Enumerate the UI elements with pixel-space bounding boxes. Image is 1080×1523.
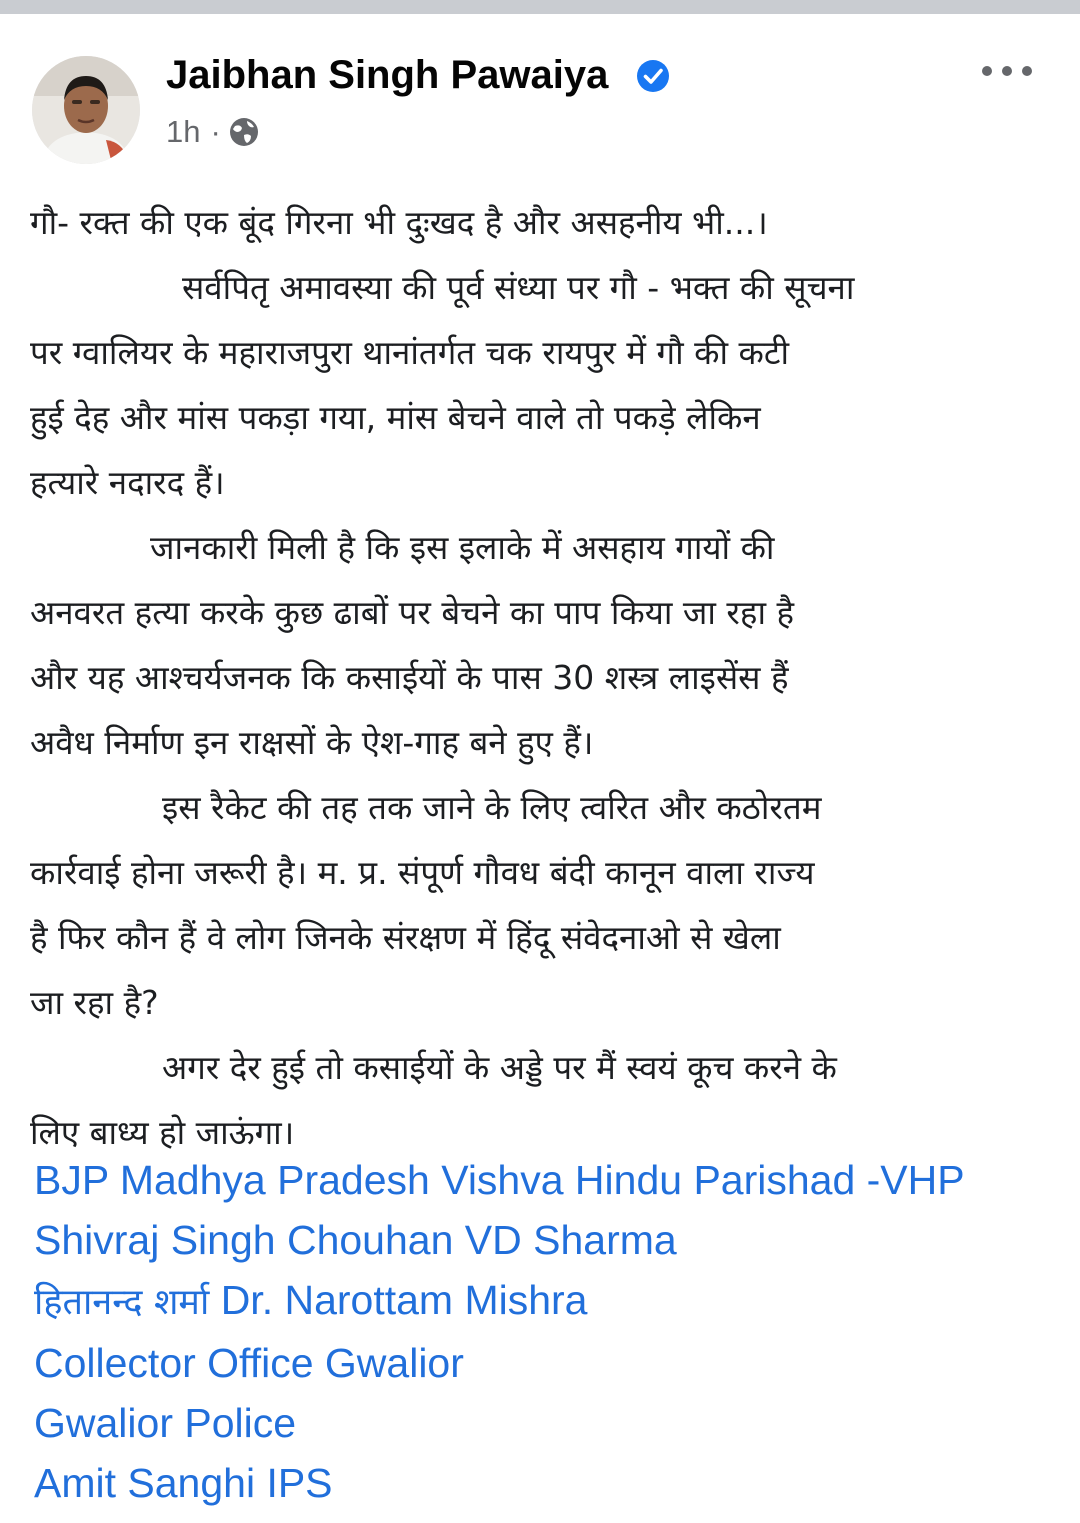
- tag-narottam-mishra[interactable]: Dr. Narottam Mishra: [220, 1277, 588, 1323]
- post-line: हुई देह और मांस पकड़ा गया, मांस बेचने वाले तो पकड़े लेकिन: [30, 398, 761, 437]
- meta-separator: ·: [210, 114, 221, 149]
- tag-row: [34, 1210, 1044, 1270]
- tagged-pages: [34, 1150, 1044, 1513]
- author-name[interactable]: Jaibhan Singh Pawaiya: [166, 53, 609, 97]
- post-line: पर ग्वालियर के महाराजपुरा थानांतर्गत चक रायपुर में गौ की कटी: [30, 333, 790, 372]
- post-meta: [166, 110, 259, 154]
- post-text: [30, 190, 1050, 1165]
- tag-vd-sharma[interactable]: VD Sharma: [464, 1217, 677, 1263]
- post-line: कार्रवाई होना जरूरी है। म. प्र. संपूर्ण गौवध बंदी कानून वाला राज्य: [30, 853, 815, 892]
- tag-collector-office-gwalior[interactable]: Collector Office Gwalior: [34, 1340, 464, 1386]
- post-line: सर्वपितृ अमावस्या की पूर्व संध्या पर गौ - भक्त की सूचना: [182, 268, 855, 307]
- tag-gwalior-police[interactable]: Gwalior Police: [34, 1400, 297, 1446]
- post-line: जा रहा है?: [30, 983, 159, 1022]
- tag-row: [34, 1453, 1044, 1513]
- tag-row: [34, 1393, 1044, 1453]
- globe-icon[interactable]: [229, 117, 259, 147]
- post-line: अवैध निर्माण इन राक्षसों के ऐश-गाह बने हुए हैं।: [30, 723, 594, 762]
- more-dot: [982, 66, 992, 76]
- tag-shivraj-singh-chouhan[interactable]: Shivraj Singh Chouhan: [34, 1217, 454, 1263]
- post-timestamp[interactable]: 1h: [166, 114, 201, 149]
- more-dot: [1002, 66, 1012, 76]
- post-line: अगर देर हुई तो कसाईयों के अड्डे पर मैं स्वयं कूच करने के: [162, 1048, 837, 1087]
- verified-badge-icon: [636, 59, 670, 93]
- tag-row: [34, 1270, 1044, 1333]
- tag-amit-sanghi-ips[interactable]: Amit Sanghi IPS: [34, 1460, 333, 1506]
- top-divider: [0, 0, 1080, 14]
- post-line: गौ- रक्त की एक बूंद गिरना भी दुःखद है और असहनीय भी...।: [30, 203, 768, 242]
- tag-vishva-hindu-parishad[interactable]: Vishva Hindu Parishad -VHP: [441, 1157, 965, 1203]
- tag-row: [34, 1150, 1044, 1210]
- tag-row: [34, 1333, 1044, 1393]
- tag-bjp-madhya-pradesh[interactable]: BJP Madhya Pradesh: [34, 1157, 430, 1203]
- post-line: इस रैकेट की तह तक जाने के लिए त्वरित और कठोरतम: [162, 788, 822, 827]
- post-line: और यह आश्चर्यजनक कि कसाईयों के पास 30 शस्त्र लाइसेंस हैं: [30, 658, 789, 697]
- author-avatar[interactable]: [32, 56, 140, 164]
- post-line: जानकारी मिली है कि इस इलाके में असहाय गायों की: [150, 528, 775, 567]
- more-options-icon[interactable]: [982, 56, 1032, 86]
- more-dot: [1022, 66, 1032, 76]
- post-line: हत्यारे नदारद हैं।: [30, 463, 225, 502]
- post-line: अनवरत हत्या करके कुछ ढाबों पर बेचने का पाप किया जा रहा है: [30, 593, 794, 632]
- post-line: है फिर कौन हैं वे लोग जिनके संरक्षण में हिंदू संवेदनाओ से खेला: [30, 918, 781, 957]
- tag-hitanand-sharma[interactable]: हितानन्द शर्मा: [34, 1282, 210, 1323]
- post-line: लिए बाध्य हो जाऊंगा।: [30, 1113, 295, 1152]
- avatar-photo-icon: [32, 56, 140, 164]
